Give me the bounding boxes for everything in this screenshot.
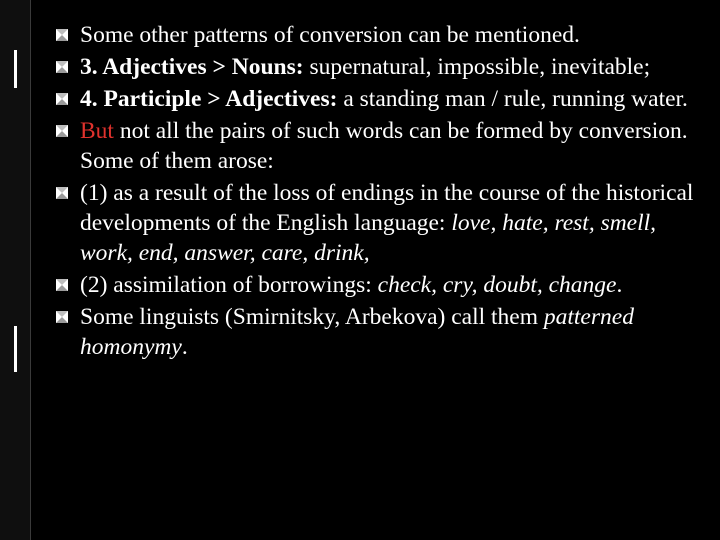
bullet-text: Some other patterns of conversion can be mentioned. <box>80 22 580 48</box>
vertical-divider <box>30 0 31 540</box>
bullet-examples: love, hate, rest, smell, work, end, answer, care, drink, <box>80 210 657 266</box>
bullet-heading: 3. Adjectives > Nouns: <box>80 54 304 80</box>
square-bullet-icon <box>54 91 70 107</box>
bullet-text: (1) as a result of the loss of endings in the course of the historical developments of the English language: <box>80 180 694 236</box>
bullet-item <box>52 20 702 50</box>
bullet-text: (2) assimilation of borrowings: <box>80 272 378 298</box>
left-decorative-panel <box>0 0 30 540</box>
bullet-item <box>52 178 702 268</box>
bullet-text: a standing man / rule, running water. <box>337 86 688 112</box>
square-bullet-icon <box>54 185 70 201</box>
bullet-item <box>52 52 702 82</box>
bullet-list <box>52 20 702 362</box>
accent-bar-top <box>14 50 17 88</box>
bullet-heading: 4. Participle > Adjectives: <box>80 86 338 112</box>
bullet-tail: . <box>616 272 623 298</box>
square-bullet-icon <box>54 27 70 43</box>
bullet-term: patterned homonymy <box>80 304 634 360</box>
bullet-item <box>52 84 702 114</box>
bullet-text: not all the pairs of such words can be formed by conversion. Some of them arose: <box>80 118 688 174</box>
bullet-item <box>52 270 702 300</box>
bullet-examples: check, cry, doubt, change <box>377 272 617 298</box>
square-bullet-icon <box>54 309 70 325</box>
bullet-tail: . <box>181 334 188 360</box>
slide-content <box>52 20 702 364</box>
square-bullet-icon <box>54 123 70 139</box>
bullet-item <box>52 302 702 362</box>
accent-bar-middle <box>14 326 17 372</box>
bullet-text: Some linguists (Smirnitsky, Arbekova) call them <box>80 304 544 330</box>
bullet-text: supernatural, impossible, inevitable; <box>303 54 651 80</box>
square-bullet-icon <box>54 59 70 75</box>
square-bullet-icon <box>54 277 70 293</box>
bullet-item <box>52 116 702 176</box>
bullet-emphasis: But <box>80 118 114 144</box>
